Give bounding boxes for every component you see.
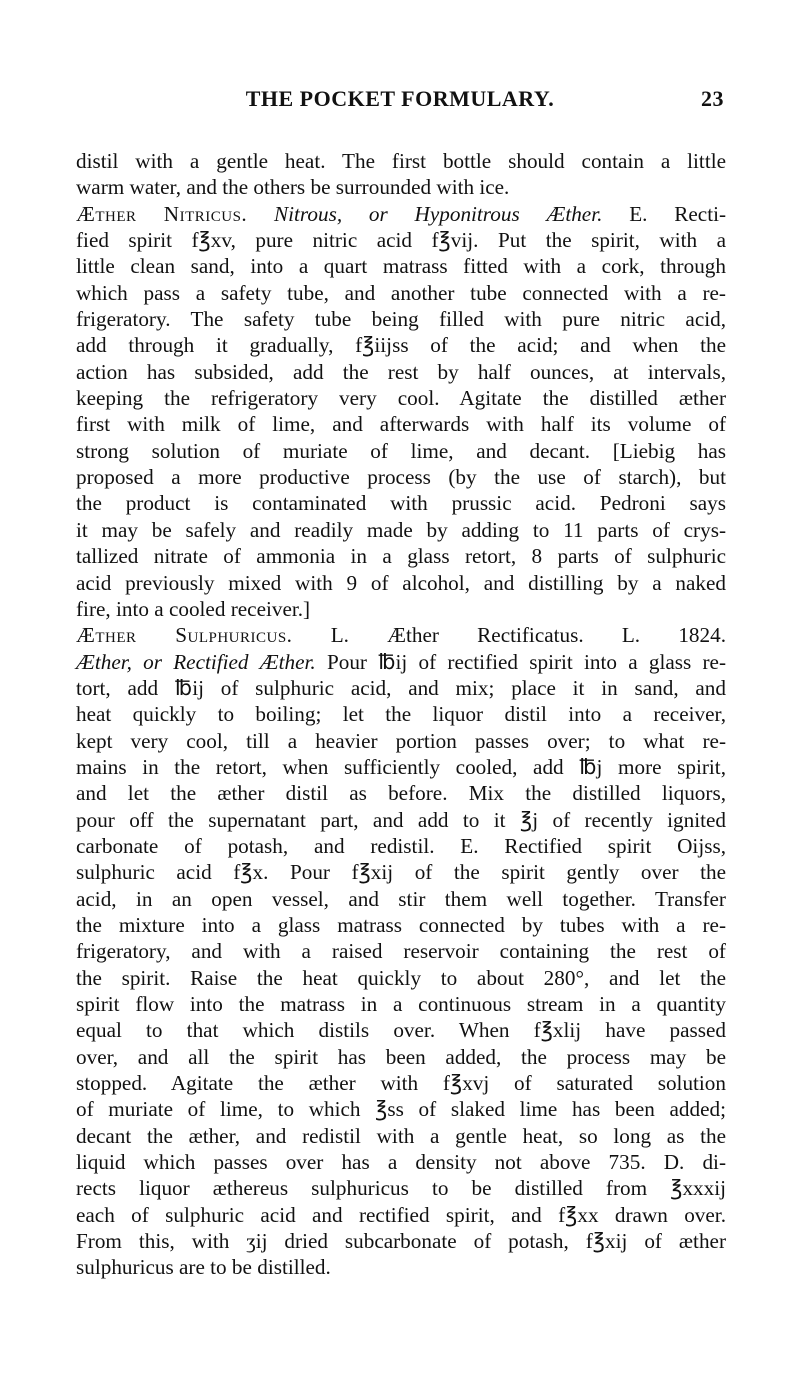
text-line: of muriate of lime, to which ℥ss of slaked lime has been added;: [76, 1097, 726, 1122]
text-fragment: E. Recti-: [629, 201, 727, 226]
text-line: each of sulphuric acid and rectified spirit, and f℥xx drawn over.: [76, 1202, 726, 1227]
text-line: it may be safely and readily made by adding to 11 parts of crys-: [76, 517, 726, 542]
text-line: acid previously mixed with 9 of alcohol, and distilling by a naked: [76, 570, 726, 595]
text-line: add through it gradually, f℥iijss of the acid; and when the: [76, 333, 726, 358]
text-line: and let the æther distil as before. Mix the distilled liquors,: [76, 781, 726, 806]
text-line: over, and all the spirit has been added, the process may be: [76, 1044, 726, 1069]
running-head-title: THE POCKET FORMULARY.: [245, 86, 555, 111]
body-text: [76, 148, 726, 1281]
paragraph-aether-nitricus: [76, 201, 726, 623]
text-line: heat quickly to boiling; let the liquor distil into a receiver,: [76, 702, 726, 727]
text-line: [76, 622, 726, 648]
text-line: [76, 201, 726, 227]
text-line: rects liquor æthereus sulphuricus to be distilled from ℥xxxij: [76, 1176, 726, 1201]
text-line: tort, add ℔ij of sulphuric acid, and mix; place it in sand, and: [76, 675, 726, 700]
text-line: sulphuric acid f℥x. Pour f℥xij of the spirit gently over the: [76, 860, 726, 885]
text-line: pour off the supernatant part, and add to it ℥j of recently ignited: [76, 807, 726, 832]
text-line: mains in the retort, when sufficiently cooled, add ℔j more spirit,: [76, 754, 726, 779]
paragraph-aether-sulphuricus: [76, 622, 726, 1281]
text-line: spirit flow into the matrass in a continuous stream in a quantity: [76, 992, 726, 1016]
text-line: From this, with ʒij dried subcarbonate of potash, f℥xij of æther: [76, 1229, 726, 1254]
entry-heading: Æther Nitricus.: [76, 201, 248, 226]
text-line: fire, into a cooled receiver.]: [76, 596, 311, 621]
text-line: warm water, and the others be surrounded with ice.: [76, 175, 510, 200]
text-line: strong solution of muriate of lime, and decant. [Liebig has: [76, 438, 726, 463]
text-line: decant the æther, and redistil with a gentle heat, so long as the: [76, 1123, 726, 1148]
text-line: the product is contaminated with prussic acid. Pedroni says: [76, 491, 726, 516]
text-line: [76, 649, 726, 675]
text-line: kept very cool, till a heavier portion passes over; to what re-: [76, 728, 726, 753]
text-fragment: Pour ℔ij of rectified spirit into a glass re-: [326, 649, 727, 674]
text-line: action has subsided, add the rest by half ounces, at intervals,: [76, 359, 726, 384]
entry-heading: Æther Sulphuricus.: [76, 623, 293, 648]
text-line: frigeratory, and with a raised reservoir containing the rest of: [76, 939, 726, 964]
text-line: stopped. Agitate the æther with f℥xvj of saturated solution: [76, 1071, 726, 1096]
text-line: first with milk of lime, and afterwards with half its volume of: [76, 412, 726, 437]
running-head: [0, 86, 800, 114]
text-line: distil with a gentle heat. The first bottle should contain a little: [76, 149, 726, 173]
paragraph-intro: [76, 148, 726, 201]
text-line: tallized nitrate of ammonia in a glass retort, 8 parts of sulphuric: [76, 544, 726, 569]
text-line: carbonate of potash, and redistil. E. Rectified spirit Oijss,: [76, 833, 726, 858]
page-number: 23: [701, 86, 724, 111]
entry-synonym: Nitrous, or Hyponitrous Æther.: [274, 201, 603, 226]
text-line: acid, in an open vessel, and stir them well together. Transfer: [76, 886, 726, 911]
text-line: the spirit. Raise the heat quickly to about 280°, and let the: [76, 965, 726, 990]
entry-synonym: Æther, or Rectified Æther.: [76, 649, 316, 674]
text-line: equal to that which distils over. When f℥xlij have passed: [76, 1018, 726, 1043]
text-line: the mixture into a glass matrass connected by tubes with a re-: [76, 912, 726, 937]
text-line: which pass a safety tube, and another tube connected with a re-: [76, 280, 726, 305]
text-line: sulphuricus are to be distilled.: [76, 1255, 331, 1280]
text-fragment: L. Æther Rectificatus. L. 1824.: [330, 623, 726, 648]
text-line: keeping the refrigeratory very cool. Agitate the distilled æther: [76, 386, 726, 411]
text-line: fied spirit f℥xv, pure nitric acid f℥vij. Put the spirit, with a: [76, 228, 726, 253]
text-line: frigeratory. The safety tube being filled with pure nitric acid,: [76, 307, 726, 332]
text-line: liquid which passes over has a density not above 735. D. di-: [76, 1150, 726, 1175]
text-line: little clean sand, into a quart matrass fitted with a cork, through: [76, 254, 726, 279]
text-line: proposed a more productive process (by the use of starch), but: [76, 465, 726, 490]
